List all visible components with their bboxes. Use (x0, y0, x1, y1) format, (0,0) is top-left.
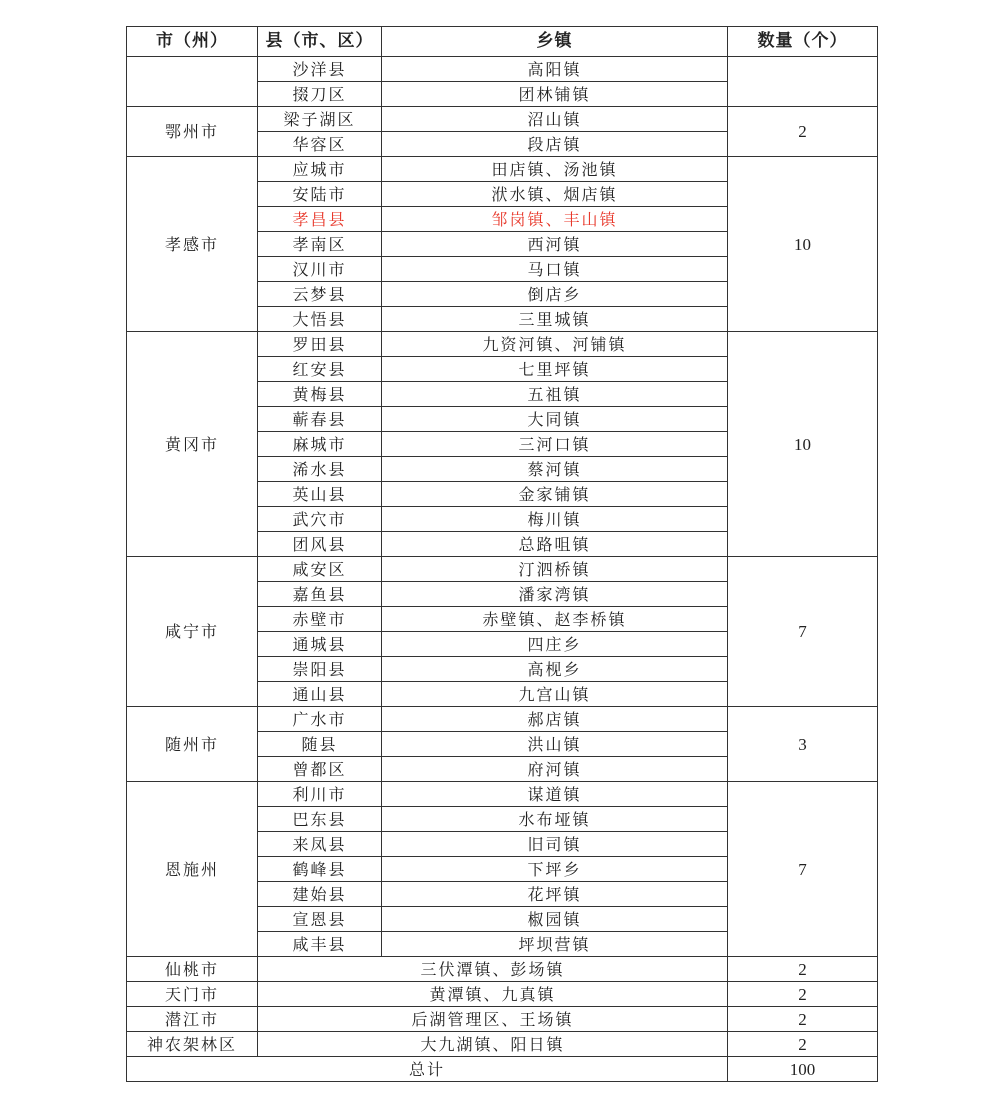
town-cell: 倒店乡 (382, 282, 728, 307)
table-row (127, 957, 878, 982)
town-cell: 大九湖镇、阳日镇 (258, 1032, 728, 1057)
town-cell: 九宫山镇 (382, 682, 728, 707)
town-cell: 花坪镇 (382, 882, 728, 907)
town-cell: 旧司镇 (382, 832, 728, 857)
town-cell: 蔡河镇 (382, 457, 728, 482)
town-cell: 府河镇 (382, 757, 728, 782)
town-cell: 大同镇 (382, 407, 728, 432)
county-cell: 沙洋县 (258, 57, 382, 82)
total-count: 100 (728, 1057, 878, 1082)
town-cell: 后湖管理区、王场镇 (258, 1007, 728, 1032)
count-cell: 7 (728, 782, 878, 957)
town-cell: 四庄乡 (382, 632, 728, 657)
table-row (127, 1032, 878, 1057)
table-body (127, 57, 878, 1082)
count-cell: 10 (728, 157, 878, 332)
county-cell: 曾都区 (258, 757, 382, 782)
county-cell: 团风县 (258, 532, 382, 557)
town-cell: 郝店镇 (382, 707, 728, 732)
header-count: 数量（个） (728, 27, 878, 57)
county-cell: 罗田县 (258, 332, 382, 357)
town-cell: 九资河镇、河铺镇 (382, 332, 728, 357)
county-cell: 来凤县 (258, 832, 382, 857)
town-cell: 三河口镇 (382, 432, 728, 457)
count-cell: 2 (728, 1032, 878, 1057)
town-cell: 椒园镇 (382, 907, 728, 932)
town-cell: 潘家湾镇 (382, 582, 728, 607)
county-cell: 麻城市 (258, 432, 382, 457)
county-cell: 华容区 (258, 132, 382, 157)
town-cell: 梅川镇 (382, 507, 728, 532)
county-cell: 应城市 (258, 157, 382, 182)
table-row (127, 107, 878, 132)
town-cell: 赤壁镇、赵李桥镇 (382, 607, 728, 632)
count-cell: 2 (728, 982, 878, 1007)
town-cell: 高阳镇 (382, 57, 728, 82)
table-row (127, 157, 878, 182)
total-row (127, 1057, 878, 1082)
county-cell: 红安县 (258, 357, 382, 382)
county-cell: 鹤峰县 (258, 857, 382, 882)
town-cell: 马口镇 (382, 257, 728, 282)
count-cell: 10 (728, 332, 878, 557)
county-cell: 通城县 (258, 632, 382, 657)
county-cell: 孝昌县 (258, 207, 382, 232)
city-cell: 鄂州市 (127, 107, 258, 157)
town-cell: 团林铺镇 (382, 82, 728, 107)
count-cell: 2 (728, 107, 878, 157)
county-cell: 嘉鱼县 (258, 582, 382, 607)
total-label: 总计 (127, 1057, 728, 1082)
county-cell: 梁子湖区 (258, 107, 382, 132)
county-cell: 咸安区 (258, 557, 382, 582)
county-cell: 孝南区 (258, 232, 382, 257)
city-cell: 随州市 (127, 707, 258, 782)
town-cell: 五祖镇 (382, 382, 728, 407)
county-cell: 安陆市 (258, 182, 382, 207)
header-county: 县（市、区） (258, 27, 382, 57)
count-cell (728, 57, 878, 107)
town-cell: 沼山镇 (382, 107, 728, 132)
table-row (127, 57, 878, 82)
town-cell: 金家铺镇 (382, 482, 728, 507)
table-row (127, 782, 878, 807)
county-cell: 黄梅县 (258, 382, 382, 407)
town-cell: 三伏潭镇、彭场镇 (258, 957, 728, 982)
table-row (127, 707, 878, 732)
town-cell: 水布垭镇 (382, 807, 728, 832)
count-cell: 7 (728, 557, 878, 707)
county-cell: 大悟县 (258, 307, 382, 332)
town-cell: 下坪乡 (382, 857, 728, 882)
table-row (127, 557, 878, 582)
table-row (127, 332, 878, 357)
county-cell: 赤壁市 (258, 607, 382, 632)
county-cell: 咸丰县 (258, 932, 382, 957)
county-cell: 宣恩县 (258, 907, 382, 932)
town-cell: 三里城镇 (382, 307, 728, 332)
town-cell: 汀泗桥镇 (382, 557, 728, 582)
city-cell: 神农架林区 (127, 1032, 258, 1057)
county-cell: 蕲春县 (258, 407, 382, 432)
town-cell: 邹岗镇、丰山镇 (382, 207, 728, 232)
city-cell: 仙桃市 (127, 957, 258, 982)
table-row (127, 1007, 878, 1032)
count-cell: 2 (728, 1007, 878, 1032)
town-cell: 七里坪镇 (382, 357, 728, 382)
city-cell: 潜江市 (127, 1007, 258, 1032)
county-cell: 掇刀区 (258, 82, 382, 107)
county-cell: 利川市 (258, 782, 382, 807)
county-cell: 建始县 (258, 882, 382, 907)
county-cell: 巴东县 (258, 807, 382, 832)
header-city: 市（州） (127, 27, 258, 57)
count-cell: 3 (728, 707, 878, 782)
town-cell: 田店镇、汤池镇 (382, 157, 728, 182)
county-cell: 浠水县 (258, 457, 382, 482)
town-cell: 洑水镇、烟店镇 (382, 182, 728, 207)
county-cell: 广水市 (258, 707, 382, 732)
county-cell: 英山县 (258, 482, 382, 507)
county-cell: 汉川市 (258, 257, 382, 282)
town-cell: 谋道镇 (382, 782, 728, 807)
towns-table (126, 26, 878, 1082)
town-cell: 段店镇 (382, 132, 728, 157)
town-cell: 总路咀镇 (382, 532, 728, 557)
town-cell: 西河镇 (382, 232, 728, 257)
county-cell: 通山县 (258, 682, 382, 707)
count-cell: 2 (728, 957, 878, 982)
town-cell: 黄潭镇、九真镇 (258, 982, 728, 1007)
header-row (127, 27, 878, 57)
city-cell (127, 57, 258, 107)
county-cell: 武穴市 (258, 507, 382, 532)
county-cell: 随县 (258, 732, 382, 757)
table-row (127, 982, 878, 1007)
city-cell: 黄冈市 (127, 332, 258, 557)
town-cell: 洪山镇 (382, 732, 728, 757)
header-town: 乡镇 (382, 27, 728, 57)
county-cell: 云梦县 (258, 282, 382, 307)
city-cell: 天门市 (127, 982, 258, 1007)
town-cell: 高枧乡 (382, 657, 728, 682)
city-cell: 孝感市 (127, 157, 258, 332)
county-cell: 崇阳县 (258, 657, 382, 682)
city-cell: 咸宁市 (127, 557, 258, 707)
city-cell: 恩施州 (127, 782, 258, 957)
town-cell: 坪坝营镇 (382, 932, 728, 957)
